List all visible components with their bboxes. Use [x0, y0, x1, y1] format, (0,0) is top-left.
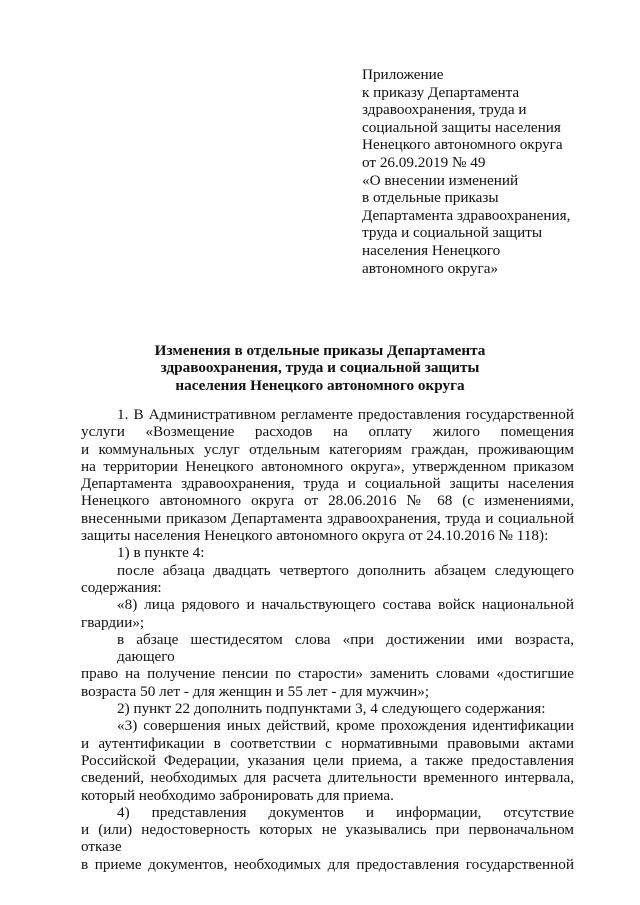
appendix-line: Ненецкого автономного округа [362, 136, 563, 154]
appendix-line: населения Ненецкого [362, 241, 501, 259]
appendix-line: Департамента здравоохранения, [362, 206, 571, 224]
body-line: 1) в пункте 4: [117, 544, 205, 562]
body-line: и (или) недостоверность которых не указывались при первоначальном отказе [81, 821, 574, 856]
document-title [0, 342, 640, 394]
body-line: после абзаца двадцать четвертого дополнить абзацем следующего [117, 561, 574, 579]
body-line: и коммунальных услуг отдельным категориям граждан, проживающим [81, 440, 574, 458]
title-line: здравоохранения, труда и социальной защиты [160, 359, 480, 377]
document-body [81, 406, 574, 873]
body-line: Департамента здравоохранения, труда и социальной защиты населения [81, 475, 574, 493]
body-line: Ненецкого автономного округа от 28.06.2016 № 68 (с изменениями, [81, 492, 574, 510]
body-line: возраста 50 лет - для женщин и 55 лет - для мужчин»; [81, 682, 430, 700]
appendix-line: к приказу Департамента [362, 83, 520, 101]
body-line: в приеме документов, необходимых для предоставления государственной [81, 855, 574, 873]
body-line: «8) лица рядового и начальствующего состава войск национальной [117, 596, 574, 614]
body-line: защиты населения Ненецкого автономного округа от 24.10.2016 № 118): [81, 527, 549, 545]
body-line: право на получение пенсии по старости» заменить словами «достигшие [81, 665, 574, 683]
body-line: «3) совершения иных действий, кроме прохождения идентификации [117, 717, 574, 735]
body-line: 1. В Административном регламенте предоставления государственной [117, 406, 574, 423]
body-line: Российской Федерации, указания цели приема, а также предоставления [81, 751, 574, 769]
appendix-line: Приложение [362, 66, 444, 83]
appendix-line: социальной защиты населения [362, 118, 561, 136]
appendix-line: автономного округа» [362, 259, 499, 277]
body-line: 2) пункт 22 дополнить подпунктами 3, 4 следующего содержания: [117, 700, 546, 718]
appendix-line: в отдельные приказы [362, 189, 499, 207]
body-line: и аутентификации в соответствии с нормативными правовыми актами [81, 734, 574, 752]
appendix-line: «О внесении изменений [362, 171, 519, 189]
title-line: Изменения в отдельные приказы Департамента [154, 342, 486, 359]
appendix-line: здравоохранения, труда и [362, 101, 527, 119]
body-line: содержания: [81, 578, 162, 596]
appendix-line: труда и социальной защиты [362, 224, 543, 242]
body-line: на территории Ненецкого автономного округа», утвержденном приказом [81, 457, 574, 475]
title-line: населения Ненецкого автономного округа [175, 376, 465, 394]
body-line: который необходимо забронировать для приема. [81, 786, 394, 804]
appendix-line: от 26.09.2019 № 49 [362, 153, 486, 171]
body-line: в абзаце шестидесятом слова «при достижении ими возраста, дающего [117, 630, 574, 666]
body-line: услуги «Возмещение расходов на оплату жилого помещения [81, 423, 574, 441]
body-line: 4) представления документов и информации, отсутствие [117, 803, 574, 821]
appendix-header [362, 66, 570, 277]
body-line: внесенными приказом Департамента здравоохранения, труда и социальной [81, 509, 574, 527]
body-line: сведений, необходимых для расчета длительности временного интервала, [81, 769, 574, 787]
body-line: гвардии»; [81, 613, 145, 631]
